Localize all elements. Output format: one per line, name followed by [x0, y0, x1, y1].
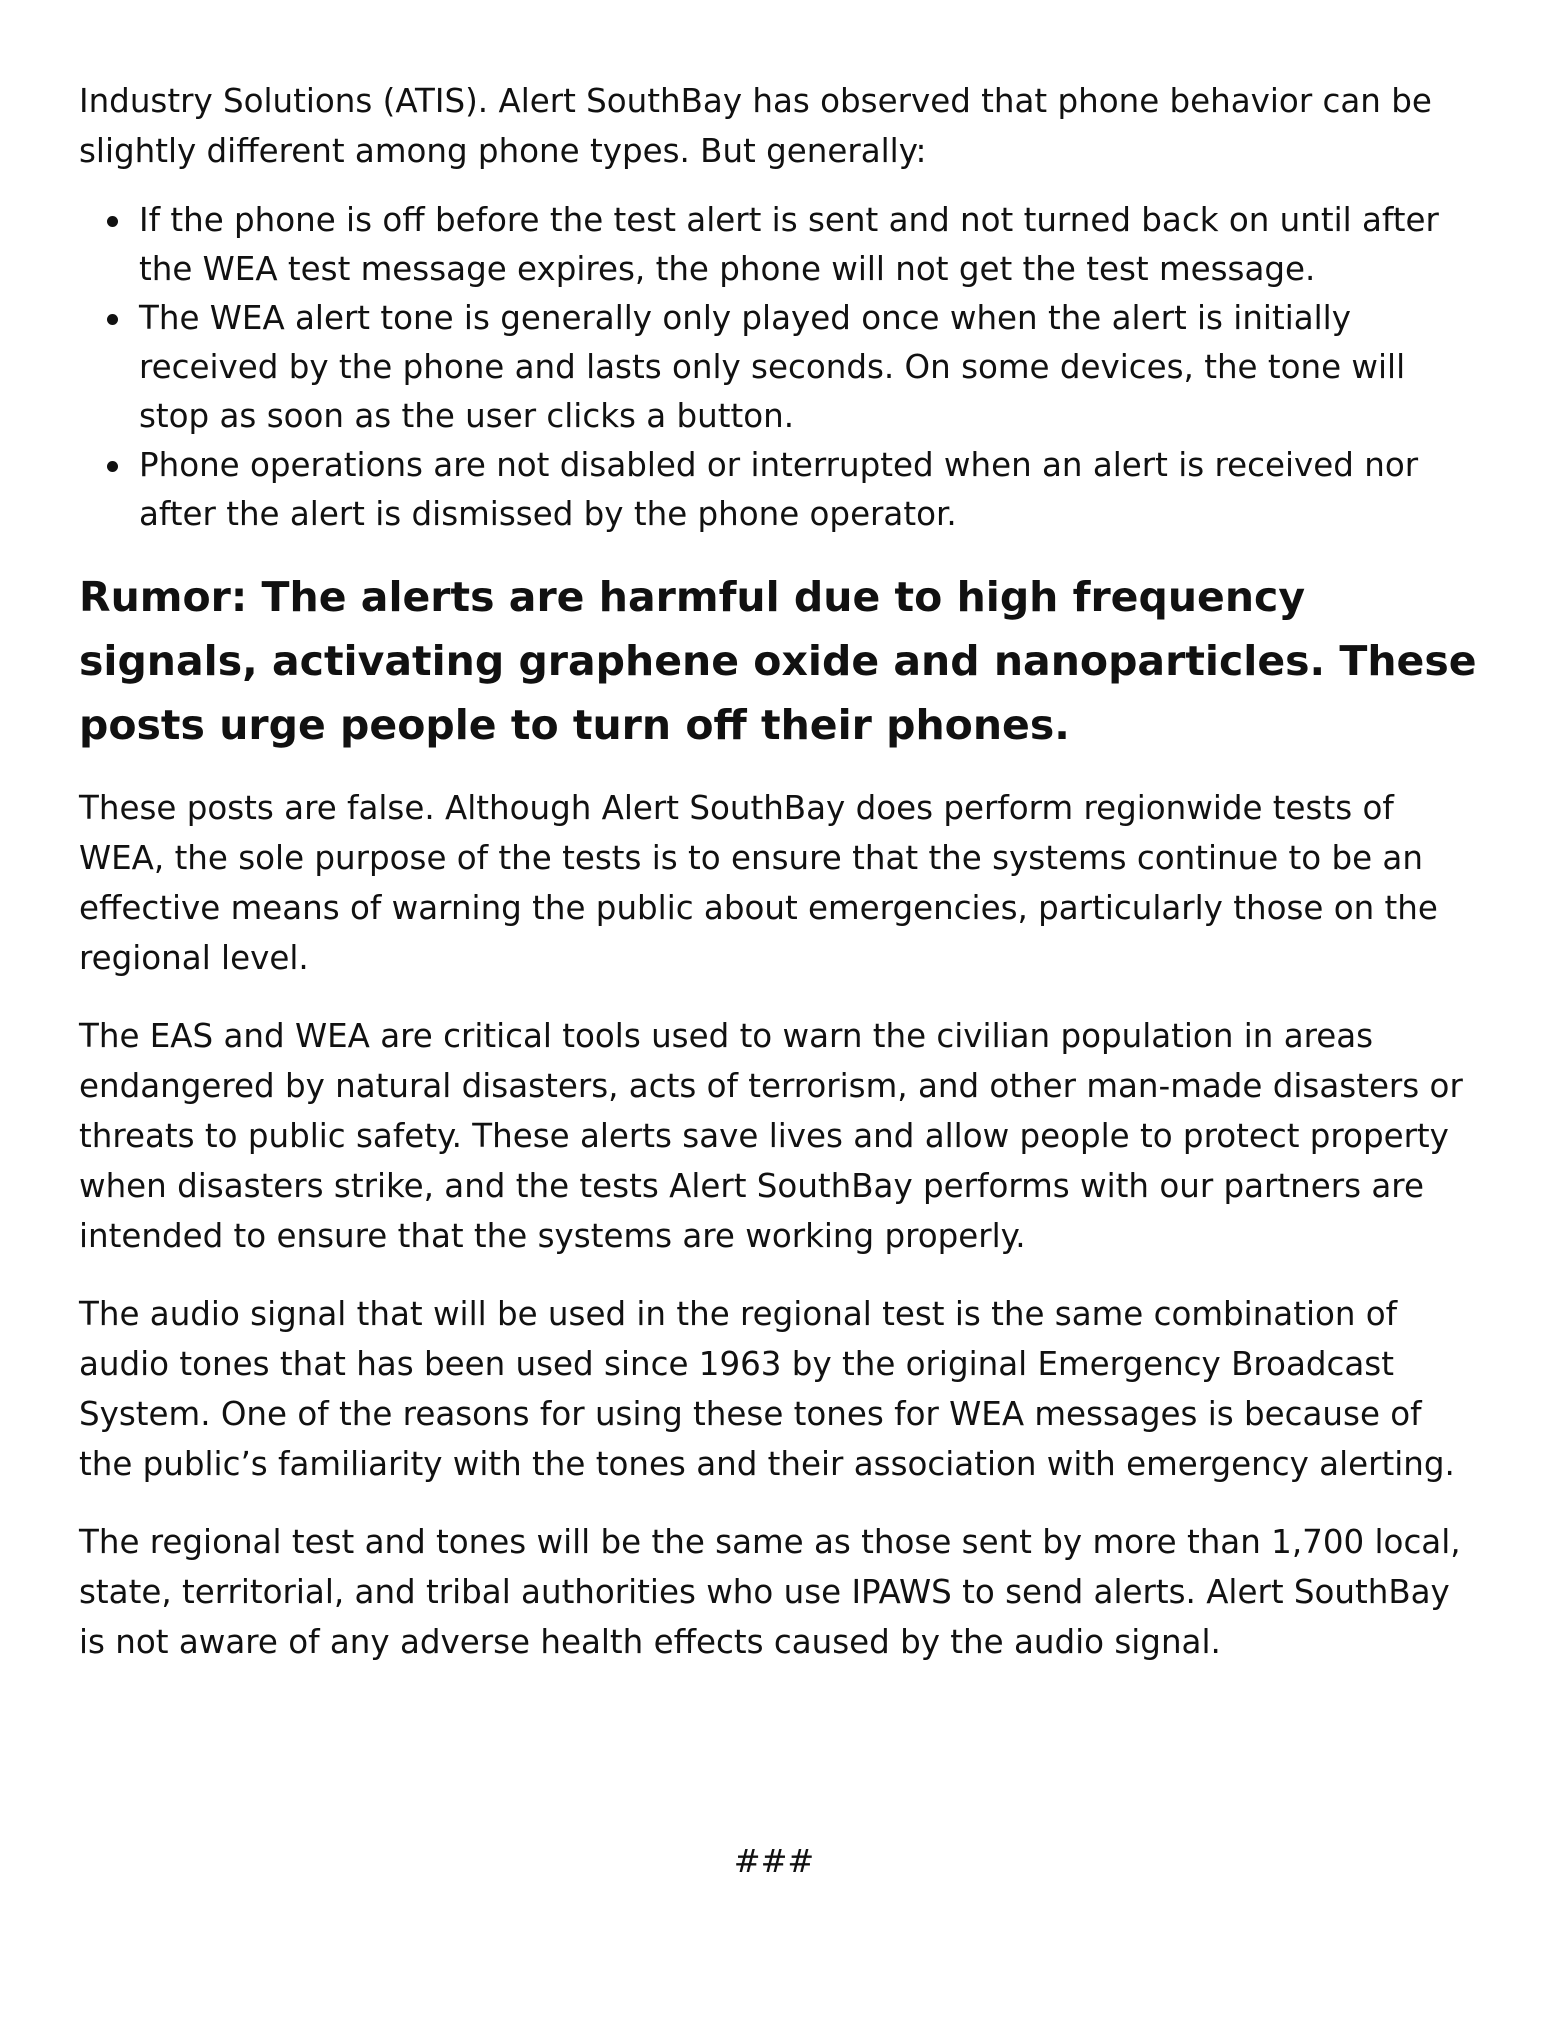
bullet-icon	[107, 461, 118, 472]
list-item	[79, 196, 1484, 294]
bullet-list	[79, 196, 1484, 539]
bullet-icon	[107, 314, 118, 325]
paragraph: The audio signal that will be used in the regional test is the same combination of audio tones that has been used since 1963 by the original Emergency Broadcast System. One of the reasons for using these tones for WEA messages is because of the public’s familiarity with the tones and their association with emergency alerting.	[79, 1295, 1455, 1483]
bullet-icon	[107, 216, 118, 227]
document-body	[79, 76, 1484, 1695]
list-item-text: The WEA alert tone is generally only played once when the alert is initially received by the phone and lasts only seconds. On some devices, the tone will stop as soon as the user clicks a button.	[139, 299, 1406, 435]
list-item	[79, 441, 1484, 539]
list-item	[79, 294, 1484, 441]
paragraph: These posts are false. Although Alert SouthBay does perform regionwide tests of WEA, the sole purpose of the tests is to ensure that the systems continue to be an effective means of warning the public about emergencies, particularly those on the regional level.	[79, 789, 1438, 977]
list-item-text: Phone operations are not disabled or interrupted when an alert is received nor after the alert is dismissed by the phone operator.	[139, 446, 1419, 533]
rumor-heading: Rumor: The alerts are harmful due to high frequency signals, activating graphene oxide and nanoparticles. These posts urge people to turn off their phones.	[79, 573, 1477, 749]
intro-paragraph: Industry Solutions (ATIS). Alert SouthBay has observed that phone behavior can be slightly different among phone types. But generally:	[79, 82, 1432, 170]
paragraph: The regional test and tones will be the same as those sent by more than 1,700 local, state, territorial, and tribal authorities who use IPAWS to send alerts. Alert SouthBay is not aware of any adverse health effects caused by the audio signal.	[79, 1523, 1461, 1661]
end-of-release-mark: ###	[733, 1842, 815, 1880]
list-item-text: If the phone is off before the test alert is sent and not turned back on until after the WEA test message expires, the phone will not get the test message.	[139, 201, 1439, 288]
paragraph: The EAS and WEA are critical tools used to warn the civilian population in areas endangered by natural disasters, acts of terrorism, and other man-made disasters or threats to public safety. These alerts save lives and allow people to protect property when disasters strike, and the tests Alert SouthBay performs with our partners are intended to ensure that the systems are working properly.	[79, 1017, 1463, 1255]
